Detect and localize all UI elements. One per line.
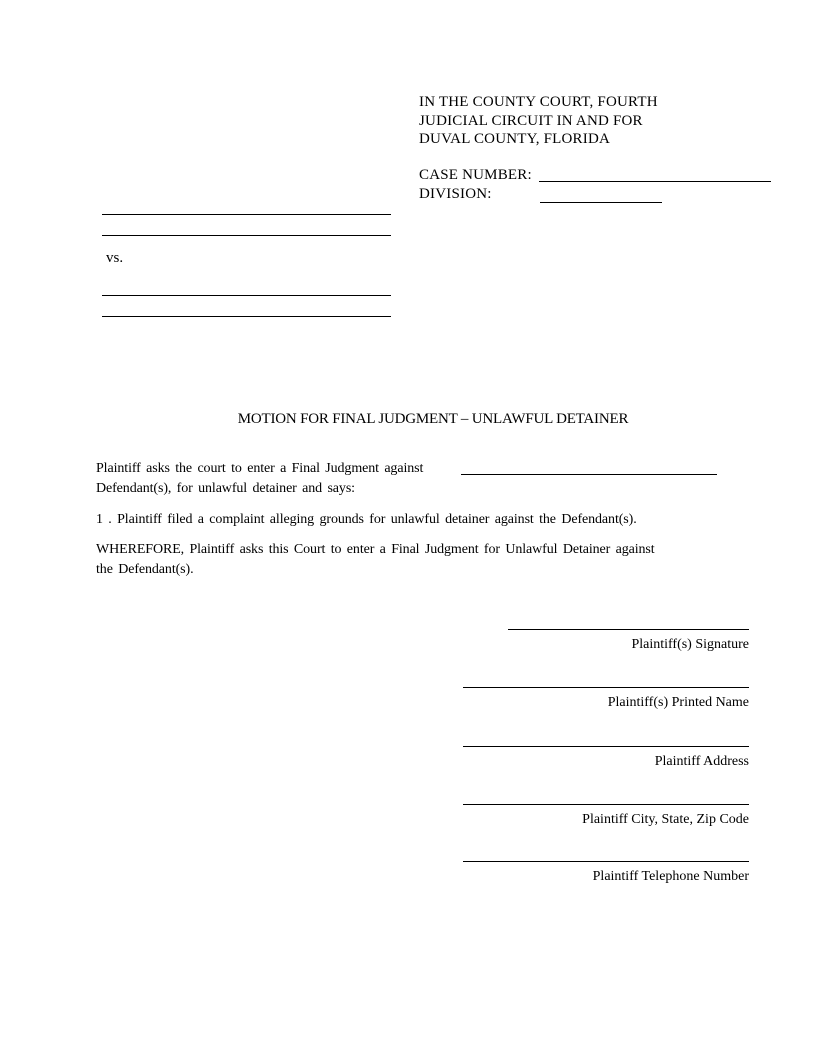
- address-label: Plaintiff Address: [654, 754, 749, 769]
- wherefore-line-1: WHEREFORE, Plaintiff asks this Court to enter a Final Judgment for Unlawful Detainer against: [96, 542, 655, 557]
- telephone-label: Plaintiff Telephone Number: [592, 869, 749, 884]
- case-number-label: CASE NUMBER:: [419, 167, 532, 183]
- court-header: [419, 93, 658, 149]
- motion-title: MOTION FOR FINAL JUDGMENT – UNLAWFUL DETAINER: [237, 411, 629, 427]
- intro-line-2: Defendant(s), for unlawful detainer and says:: [96, 481, 355, 496]
- printed-name-line[interactable]: [463, 687, 749, 688]
- city-state-zip-line[interactable]: [463, 804, 749, 805]
- plaintiff-name-line-1[interactable]: [102, 214, 391, 215]
- division-label: DIVISION:: [419, 186, 492, 202]
- plaintiff-name-line-2[interactable]: [102, 235, 391, 236]
- address-line[interactable]: [463, 746, 749, 747]
- wherefore-line-2: the Defendant(s).: [96, 562, 194, 577]
- defendant-name-line-1[interactable]: [102, 295, 391, 296]
- division-field[interactable]: [540, 202, 662, 203]
- city-state-zip-label: Plaintiff City, State, Zip Code: [582, 812, 749, 827]
- defendant-name-field[interactable]: [461, 474, 717, 475]
- case-number-row: [419, 166, 532, 184]
- court-header-line-2: JUDICIAL CIRCUIT IN AND FOR: [419, 112, 643, 129]
- division-row: [419, 185, 492, 203]
- paragraph-1: 1 . Plaintiff filed a complaint alleging grounds for unlawful detainer against the Defendant(s).: [96, 512, 637, 527]
- versus-label: vs.: [106, 250, 124, 266]
- signature-line[interactable]: [508, 629, 749, 630]
- defendant-name-line-2[interactable]: [102, 316, 391, 317]
- court-header-line-3: DUVAL COUNTY, FLORIDA: [419, 131, 611, 147]
- intro-line-1: Plaintiff asks the court to enter a Final Judgment against: [96, 461, 424, 476]
- signature-label: Plaintiff(s) Signature: [631, 637, 749, 652]
- court-header-line-1: IN THE COUNTY COURT, FOURTH: [419, 94, 658, 110]
- case-number-field[interactable]: [539, 181, 771, 182]
- telephone-line[interactable]: [463, 861, 749, 862]
- printed-name-label: Plaintiff(s) Printed Name: [607, 695, 749, 710]
